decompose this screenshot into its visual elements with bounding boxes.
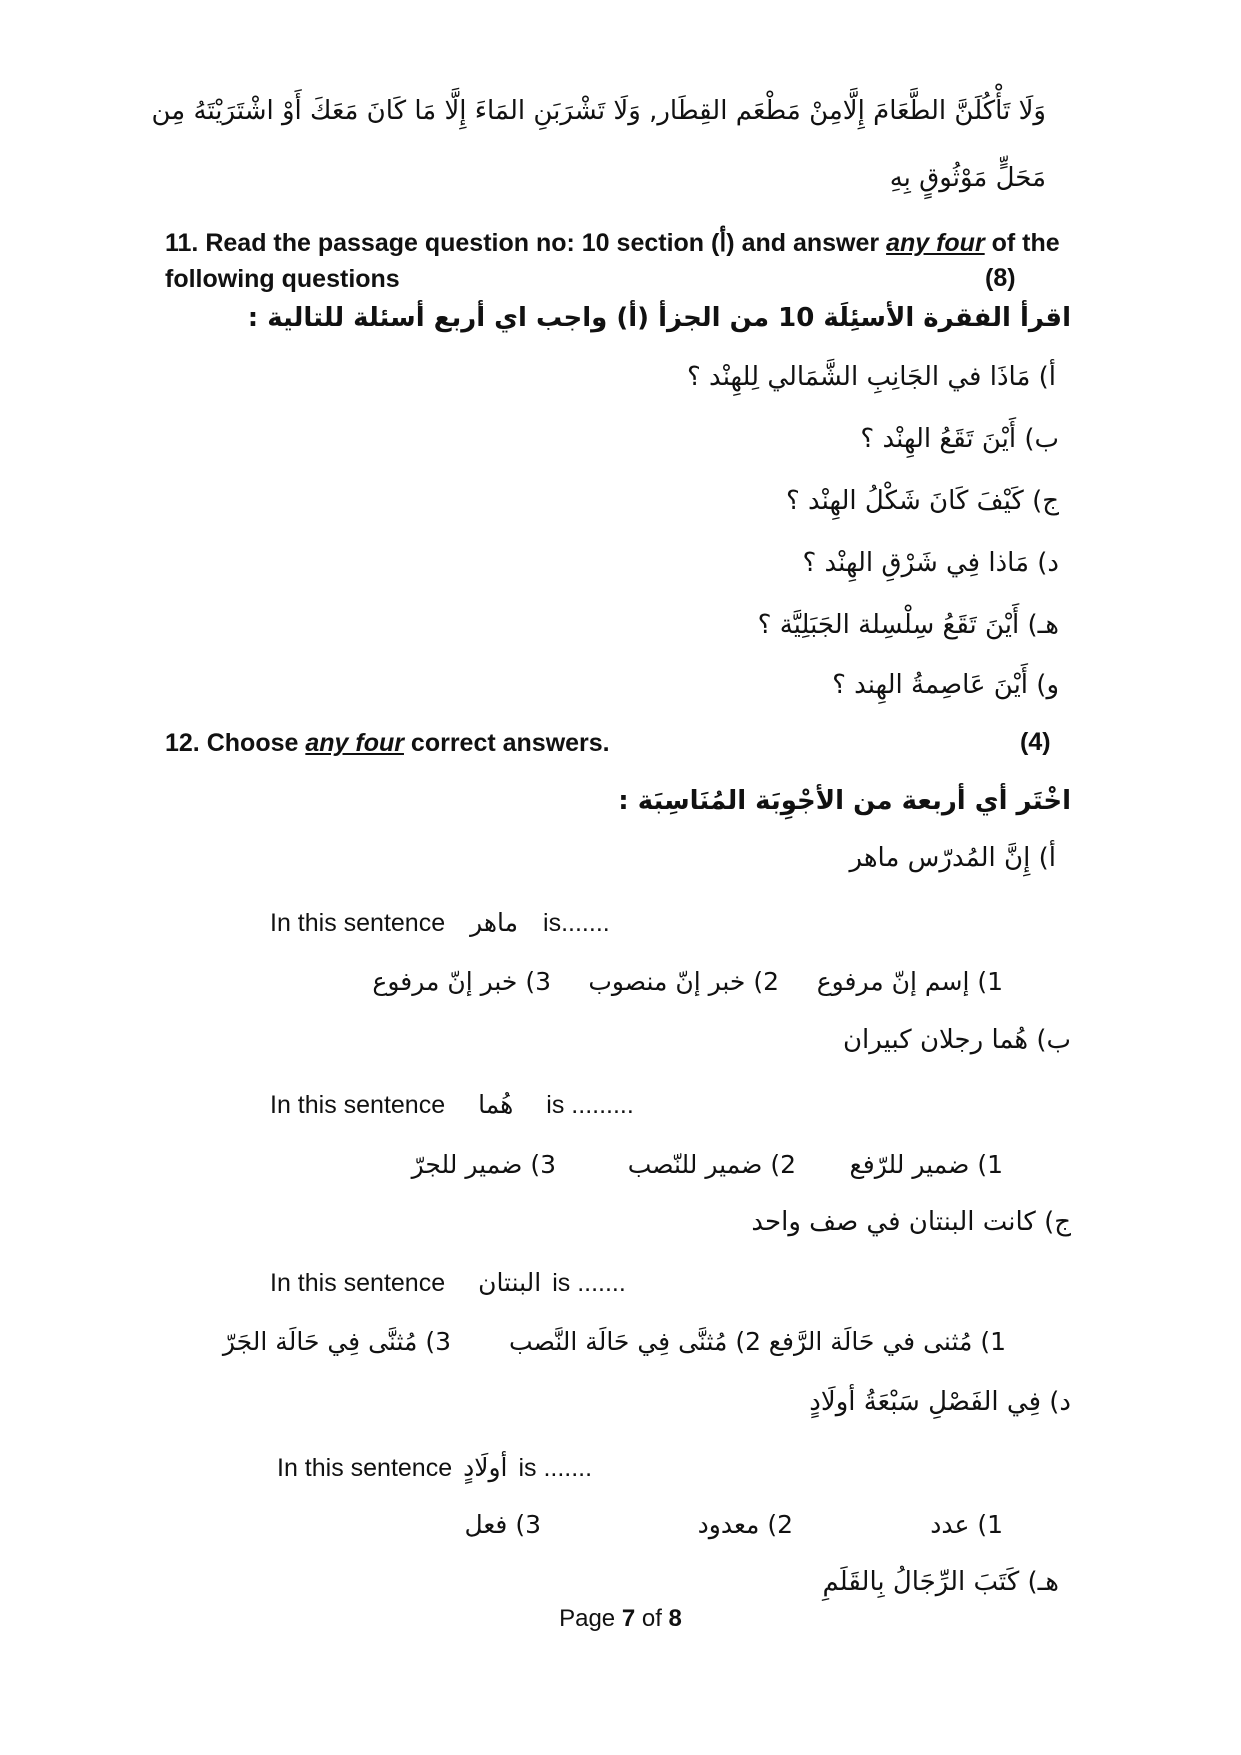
prompt-word: البنتان <box>478 1268 542 1297</box>
question-12-a-option-2: 2) خبر إنّ منصوب <box>588 967 779 996</box>
question-12-prompt-c <box>270 1268 626 1298</box>
prompt-word: ماهر <box>470 908 519 937</box>
question-11-number: 11. <box>165 229 199 257</box>
prompt-tail: is ....... <box>518 1454 593 1482</box>
prompt-word: هُما <box>478 1090 514 1119</box>
footer-page-total: 8 <box>668 1605 682 1632</box>
question-11-text-after: of the <box>984 229 1060 257</box>
prompt-tail: is ......... <box>546 1091 634 1119</box>
prompt-lead: In this sentence <box>277 1454 453 1482</box>
question-11-item-f: و) أَيْنَ عَاصِمةُ الهِند ؟ <box>832 670 1059 700</box>
question-12-d-option-3: 3) فعل <box>464 1510 541 1539</box>
passage-line-1: وَلَا تَأْكُلَنَّ الطَّعَامَ إِلَّامِنْ مَطْعَم القِطَار, وَلَا تَشْرَبَنِ المَاءَ إِلَّا مَا كَانَ مَعَكَ أَوْ اشْتَرَيْتَهُ مِن <box>151 96 1046 126</box>
prompt-tail: is ....... <box>552 1269 626 1297</box>
question-12-text-after: correct answers. <box>403 729 610 757</box>
question-11-text-before: Read the passage question no: 10 section (أ) and answer <box>205 229 887 257</box>
question-12-marks: (4) <box>1020 728 1051 756</box>
question-11-emphasis: any four <box>886 229 985 257</box>
question-12-c-option-3: 3) مُثنَّى فِي حَالَة الجَرّ <box>222 1327 451 1356</box>
page-footer <box>0 1605 1241 1633</box>
question-11-item-a: أ) مَاذَا في الجَانِبِ الشَّمَالي لِلهِنْد ؟ <box>686 362 1056 392</box>
passage-line-2: مَحَلٍّ مَوْثُوقٍ بِهِ <box>889 163 1046 193</box>
prompt-lead: In this sentence <box>270 909 446 937</box>
question-12-prompt-a <box>270 908 610 938</box>
footer-page-word: Page <box>559 1605 616 1632</box>
question-11-heading-line-2: following questions <box>165 265 400 293</box>
prompt-lead: In this sentence <box>270 1269 446 1297</box>
question-11-item-d: د) مَاذا فِي شَرْقِ الهِنْد ؟ <box>802 548 1059 578</box>
question-12-c-option-1: 1) مُثنى في حَالَة الرَّفع <box>768 1327 1006 1356</box>
question-12-prompt-b <box>270 1090 634 1120</box>
question-12-arabic-instruction: اخْتَر أي أربعة من الأجْوِبَة المُنَاسِبَة : <box>618 786 1071 816</box>
question-12-d-option-2: 2) معدود <box>697 1510 793 1539</box>
question-12-a-option-3: 3) خبر إنّ مرفوع <box>372 967 551 996</box>
question-11-item-e: هـ) أَيْنَ تَقَعُ سِلْسِلة الجَبَلِيَّة ؟ <box>757 610 1059 640</box>
question-12-b-option-2: 2) ضمير للنّصب <box>627 1150 796 1179</box>
question-12-emphasis: any four <box>305 729 404 757</box>
question-12-heading <box>165 728 610 758</box>
question-11-arabic-instruction: اقرأ الفقرة الأسئِلَة 10 من الجزأ (أ) واجب اي أربع أسئلة للتالية : <box>247 303 1071 333</box>
footer-of-word: of <box>641 1605 662 1632</box>
question-11-marks: (8) <box>985 264 1016 292</box>
question-12-sentence-c: ج) كانت البنتان في صف واحد <box>751 1207 1071 1237</box>
question-12-b-option-3: 3) ضمير للجرّ <box>411 1150 556 1179</box>
question-12-sentence-e: هـ) كَتَبَ الرِّجَالُ بِالقَلَمِ <box>822 1567 1059 1597</box>
question-11-item-b: ب) أَيْنَ تَقَعُ الهِنْد ؟ <box>860 424 1059 454</box>
prompt-word: أولَادٍ <box>463 1453 508 1482</box>
question-12-a-option-1: 1) إسم إنّ مرفوع <box>816 967 1003 996</box>
prompt-lead: In this sentence <box>270 1091 446 1119</box>
question-11-heading <box>165 228 1060 258</box>
footer-page-number: 7 <box>621 1605 636 1632</box>
question-12-text-before: Choose <box>206 729 306 757</box>
question-12-b-option-1: 1) ضمير للرّفع <box>849 1150 1003 1179</box>
question-12-sentence-d: د) فِي الفَصْلِ سَبْعَةُ أولَادٍ <box>809 1387 1071 1417</box>
question-12-d-option-1: 1) عدد <box>930 1510 1003 1539</box>
question-11-item-c: ج) كَيْفَ كَانَ شَكْلُ الهِنْد ؟ <box>785 486 1059 516</box>
question-12-sentence-a: أ) إِنَّ المُدرّس ماهر <box>849 843 1056 873</box>
question-12-c-option-2: 2) مُثنَّى فِي حَالَة النَّصب <box>509 1327 761 1356</box>
question-12-sentence-b: ب) هُما رجلان كبيران <box>842 1025 1071 1055</box>
question-12-number: 12. <box>165 729 200 757</box>
question-12-prompt-d <box>277 1453 592 1483</box>
prompt-tail: is....... <box>543 909 610 937</box>
